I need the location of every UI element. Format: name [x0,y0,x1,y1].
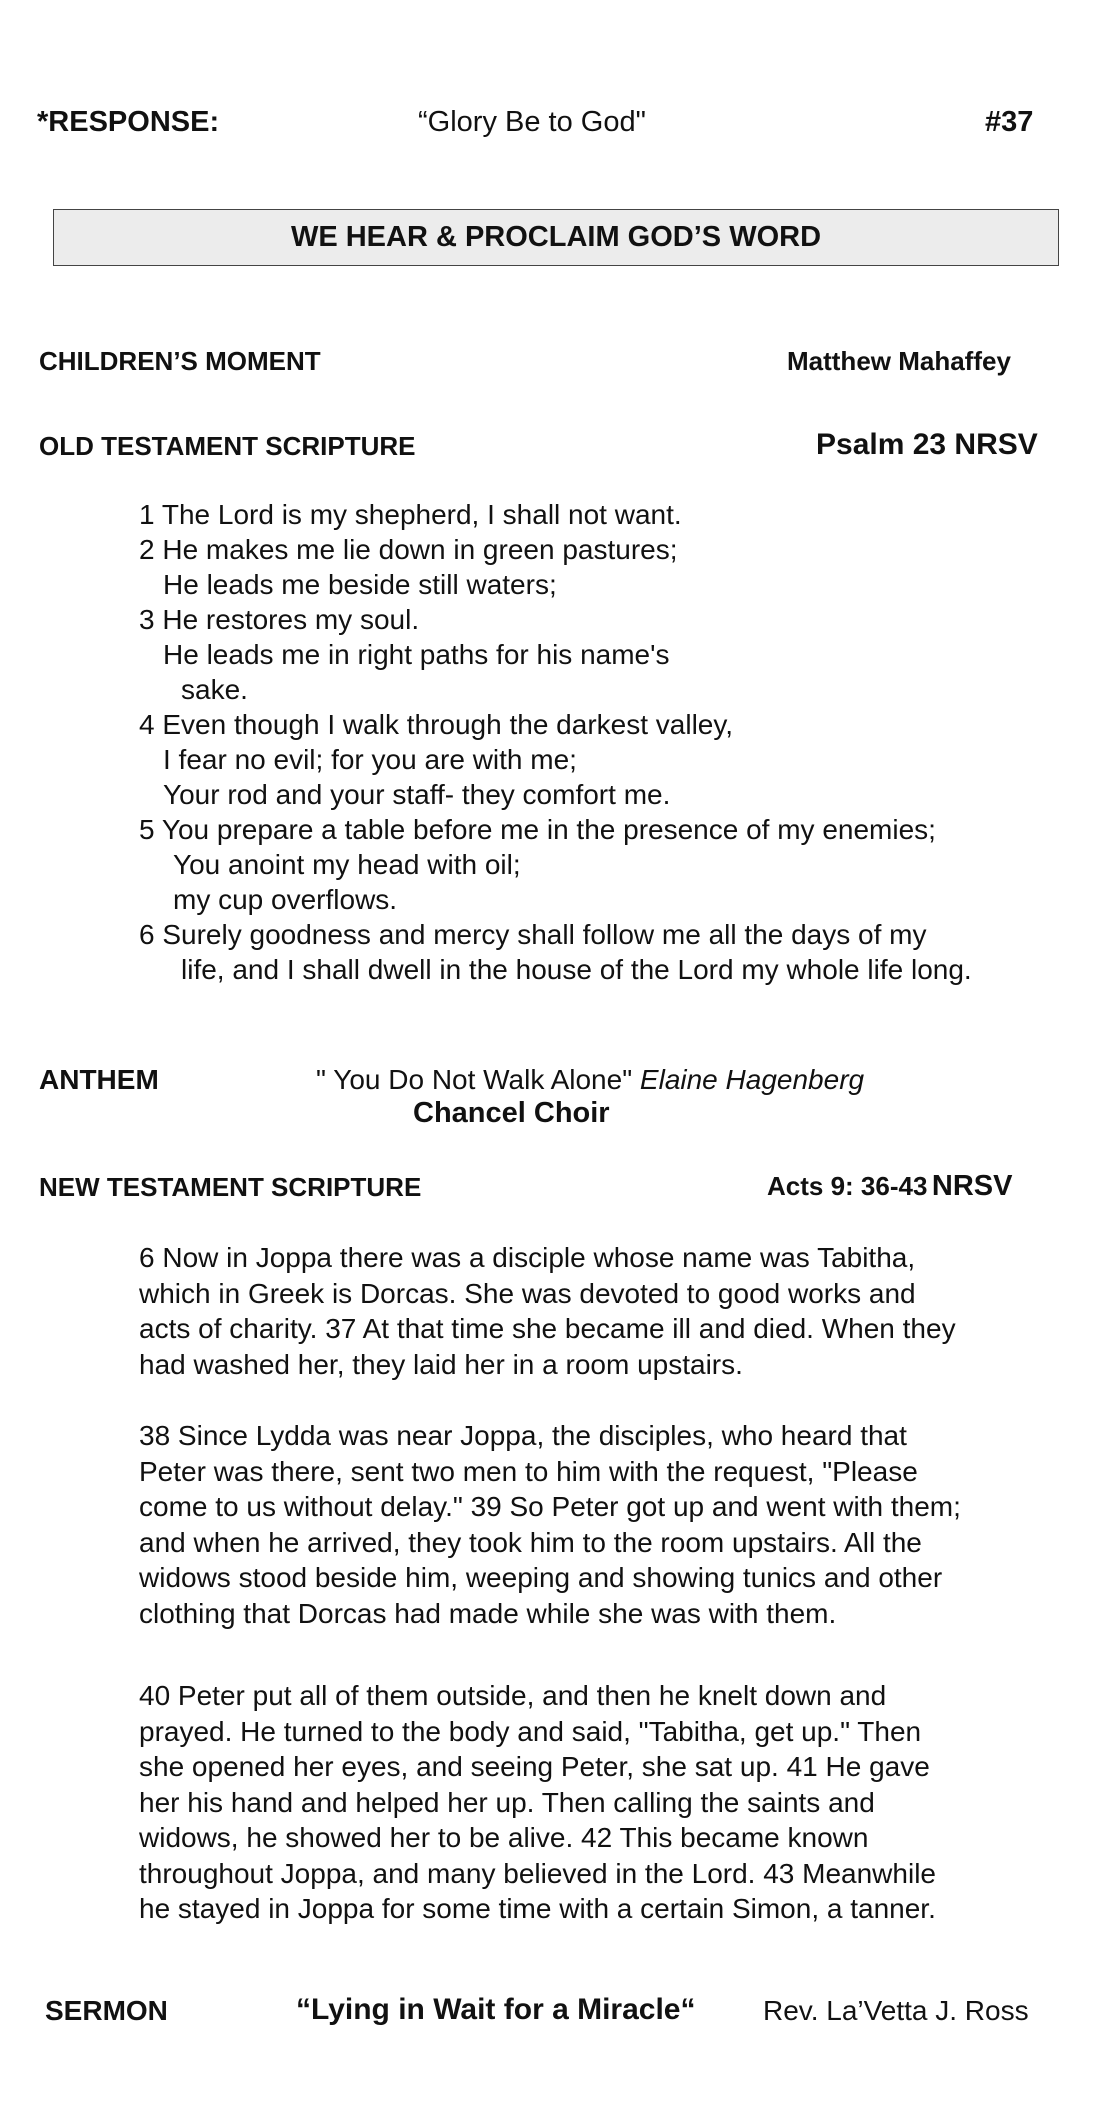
old-testament-reference: Psalm 23 NRSV [816,428,1038,461]
section-heading [53,209,1059,266]
acts-line: come to us without delay." 39 So Peter got up and went with them; [139,1491,961,1522]
acts-line: had washed her, they laid her in a room upstairs. [139,1348,743,1380]
acts-paragraph-1 [139,1240,956,1382]
psalm-line: 4 Even though I walk through the darkest valley, [139,709,734,740]
anthem-performer: Chancel Choir [413,1097,610,1129]
acts-line: her his hand and helped her up. Then calling the saints and [139,1786,875,1818]
psalm-line: He leads me beside still waters; [163,569,557,600]
acts-line: he stayed in Joppa for some time with a certain Simon, a tanner. [139,1893,936,1924]
new-testament-reference-version: NRSV [931,1170,1013,1202]
response-hymn-number: #37 [985,106,1034,138]
old-testament-label: OLD TESTAMENT SCRIPTURE [39,431,416,461]
anthem-label: ANTHEM [39,1064,159,1095]
acts-line: widows, he showed her to be alive. 42 This became known [139,1822,869,1853]
sermon-title: “Lying in Wait for a Miracle“ [296,1993,696,2026]
psalm-line: 1 The Lord is my shepherd, I shall not want. [139,499,682,530]
psalm-line: sake. [181,674,248,705]
psalm-line: 6 Surely goodness and mercy shall follow me all the days of my [139,919,927,950]
acts-paragraph-2 [139,1418,961,1631]
acts-line: clothing that Dorcas had made while she was with them. [139,1597,837,1629]
acts-line: prayed. He turned to the body and said, "Tabitha, get up." Then [139,1715,922,1747]
childrens-moment-leader: Matthew Mahaffey [787,346,1011,376]
psalm-line: 2 He makes me lie down in green pastures; [139,534,678,565]
sermon-preacher: Rev. La’Vetta J. Ross [763,1995,1029,2026]
new-testament-reference [767,1170,1012,1203]
acts-line: 40 Peter put all of them outside, and then he knelt down and [139,1680,887,1711]
psalm-line: He leads me in right paths for his name's [163,639,670,670]
psalm-line: You anoint my head with oil; [173,849,521,880]
acts-paragraph-3 [139,1678,936,1927]
psalm-line: I fear no evil; for you are with me; [163,744,577,775]
response-label: *RESPONSE: [37,106,220,138]
acts-line: and when he arrived, they took him to the room upstairs. All the [139,1526,922,1558]
psalm-line: Your rod and your staff- they comfort me. [163,779,671,810]
anthem-line [316,1064,864,1096]
sermon-label: SERMON [45,1995,168,2026]
acts-line: throughout Joppa, and many believed in the Lord. 43 Meanwhile [139,1857,936,1889]
acts-line: 6 Now in Joppa there was a disciple whose name was Tabitha, [139,1242,916,1273]
childrens-moment-label: CHILDREN’S MOMENT [39,346,321,376]
section-heading-text: WE HEAR & PROCLAIM GOD’S WORD [290,221,822,253]
psalm-line: 3 He restores my soul. [139,604,420,635]
acts-line: she opened her eyes, and seeing Peter, she sat up. 41 He gave [139,1751,930,1782]
acts-line: widows stood beside him, weeping and showing tunics and other [139,1562,943,1593]
acts-line: 38 Since Lydda was near Joppa, the disciples, who heard that [139,1420,907,1451]
acts-line: Peter was there, sent two men to him with the request, "Please [139,1455,918,1487]
psalm-line: 5 You prepare a table before me in the presence of my enemies; [139,814,936,845]
anthem-title: " You Do Not Walk Alone" [316,1064,633,1095]
psalm-line: life, and I shall dwell in the house of the Lord my whole life long. [181,954,972,985]
new-testament-label: NEW TESTAMENT SCRIPTURE [39,1172,422,1202]
response-title: “Glory Be to God" [418,106,646,138]
anthem-composer: Elaine Hagenberg [639,1064,865,1095]
acts-line: acts of charity. 37 At that time she became ill and died. When they [139,1313,956,1344]
acts-line: which in Greek is Dorcas. She was devoted to good works and [139,1277,916,1309]
new-testament-reference-main: Acts 9: 36-43 [767,1171,928,1201]
psalm-line: my cup overflows. [173,884,398,915]
